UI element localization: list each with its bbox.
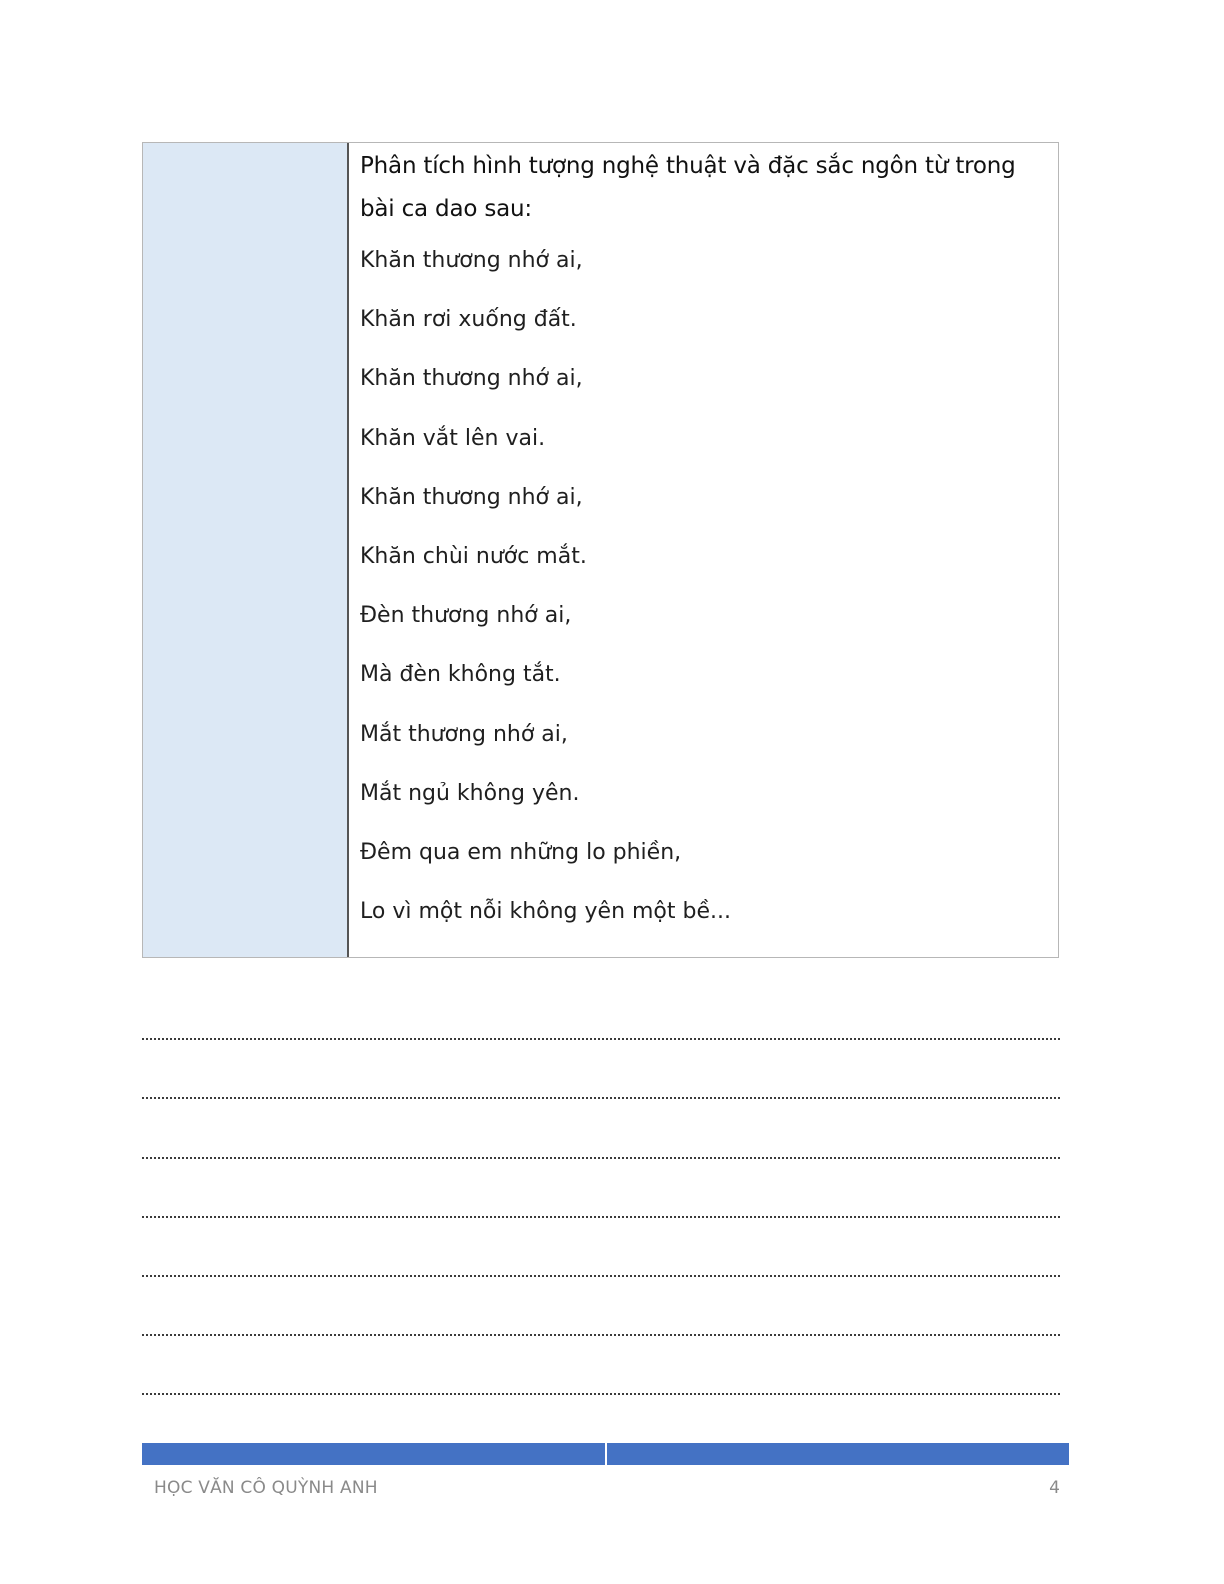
- answer-line[interactable]: [142, 1334, 1060, 1336]
- poem-line: Khăn vắt lên vai.: [360, 425, 546, 451]
- poem-line: Mắt thương nhớ ai,: [360, 721, 568, 747]
- footer-bar-left: [142, 1443, 605, 1465]
- poem-line: Khăn chùi nước mắt.: [360, 543, 587, 569]
- answer-line[interactable]: [142, 1393, 1060, 1395]
- answer-line[interactable]: [142, 1275, 1060, 1277]
- answer-line[interactable]: [142, 1216, 1060, 1218]
- footer-title: HỌC VĂN CÔ QUỲNH ANH: [154, 1478, 378, 1498]
- poem-line: Đèn thương nhớ ai,: [360, 603, 572, 629]
- exercise-prompt: Phân tích hình tượng nghệ thuật và đặc sắc ngôn từ trong bài ca dao sau:: [360, 153, 1016, 222]
- poem-line: Khăn thương nhớ ai,: [360, 484, 583, 510]
- poem-line: Mà đèn không tắt.: [360, 662, 561, 688]
- poem-line: Đêm qua em những lo phiền,: [360, 839, 682, 865]
- footer-bar-right: [607, 1443, 1069, 1465]
- answer-line[interactable]: [142, 1157, 1060, 1159]
- answer-line[interactable]: [142, 1038, 1060, 1040]
- poem-line: Mắt ngủ không yên.: [360, 780, 580, 806]
- poem: [360, 231, 1048, 941]
- label-cell: [143, 143, 349, 957]
- exercise-table: [142, 142, 1059, 958]
- poem-line: Khăn thương nhớ ai,: [360, 366, 583, 392]
- poem-line: Khăn rơi xuống đất.: [360, 307, 577, 333]
- poem-line: Lo vì một nỗi không yên một bề...: [360, 899, 731, 925]
- footer-bar: [142, 1443, 1069, 1465]
- poem-line: Khăn thương nhớ ai,: [360, 248, 583, 273]
- page-number: 4: [1049, 1478, 1060, 1498]
- answer-line[interactable]: [142, 1097, 1060, 1099]
- content-cell: [349, 143, 1058, 957]
